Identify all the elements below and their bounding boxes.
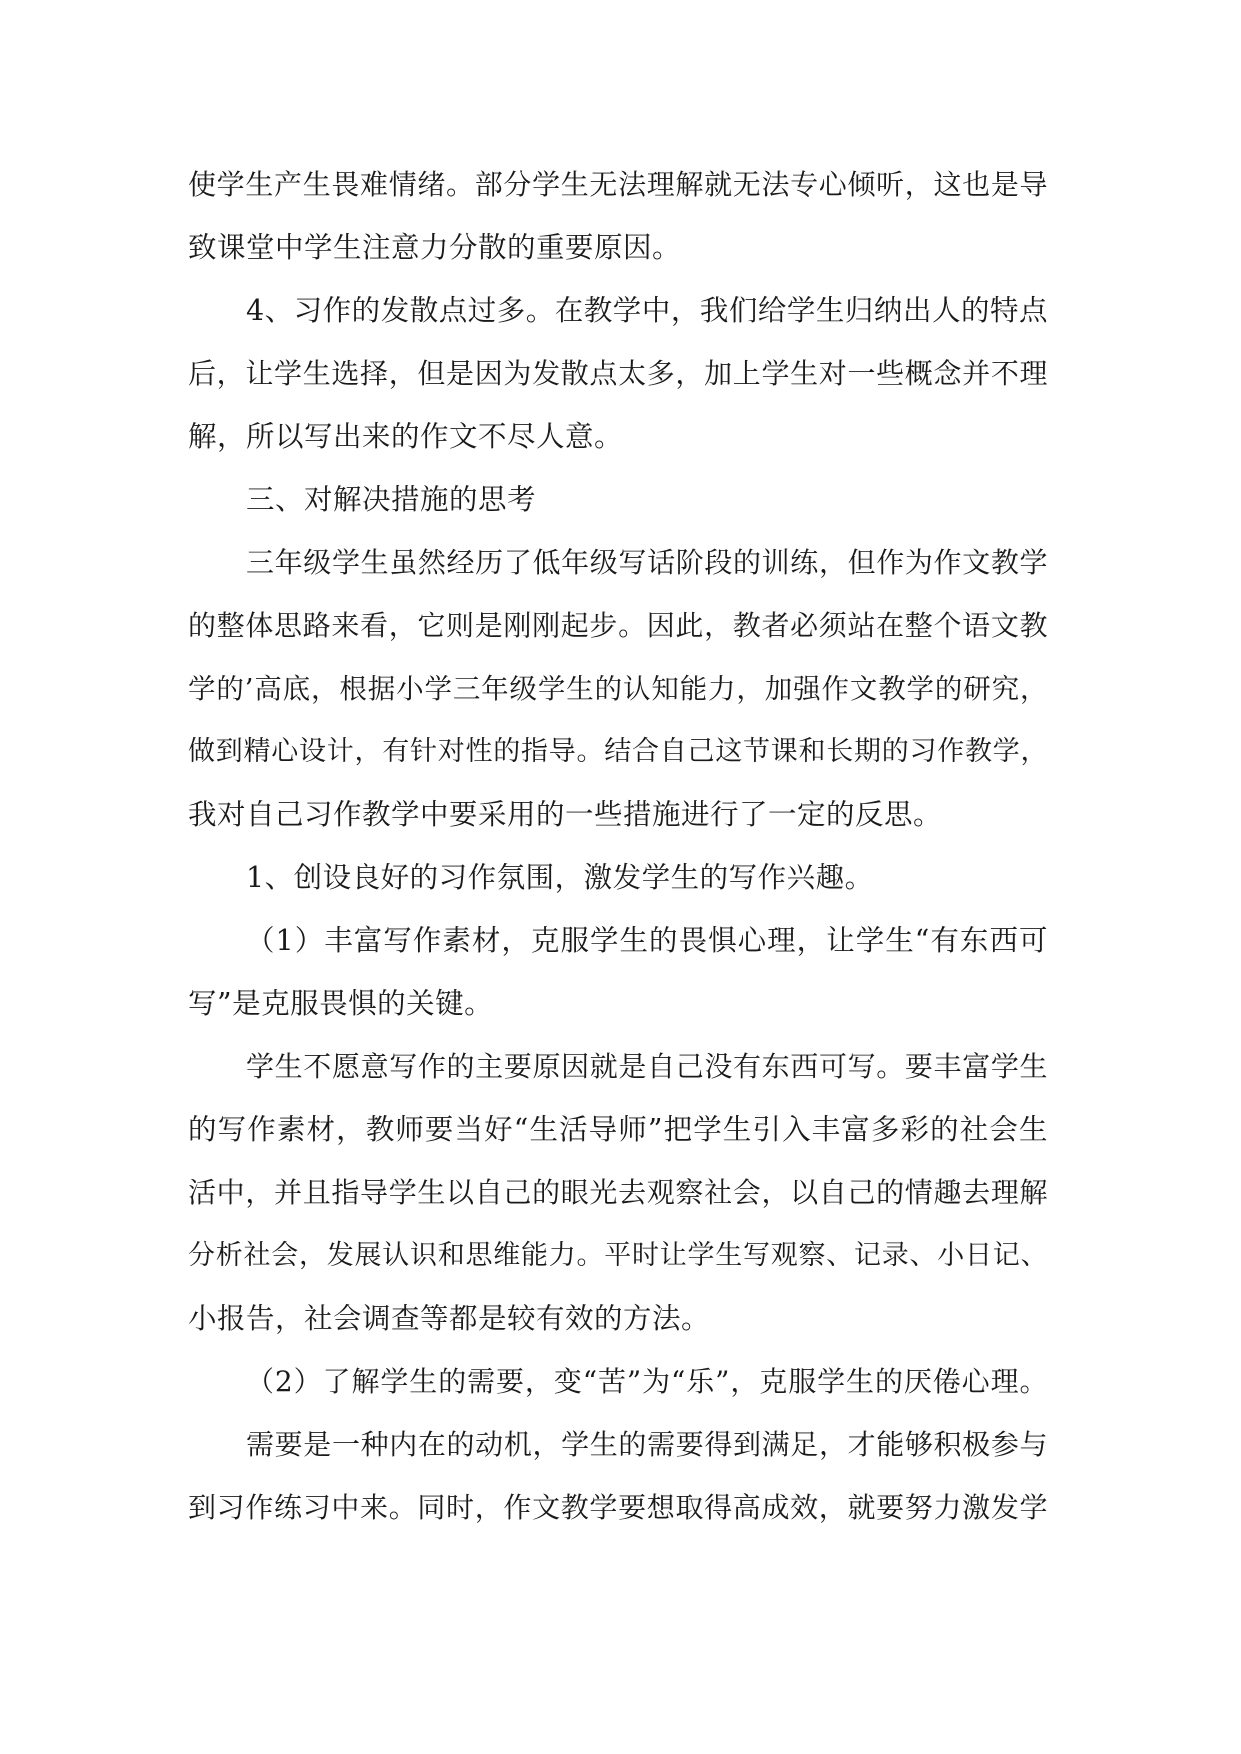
body-line: 小报告，社会调查等都是较有效的方法。 <box>188 1302 711 1335</box>
body-line: 我对自己习作教学中要采用的一些措施进行了一定的反思。 <box>188 798 943 831</box>
body-line: 使学生产生畏难情绪。部分学生无法理解就无法专心倾听，这也是导 <box>188 168 1048 201</box>
body-line: 到习作练习中来。同时，作文教学要想取得高成效，就要努力激发学 <box>188 1491 1048 1524</box>
body-line: 三年级学生虽然经历了低年级写话阶段的训练，但作为作文教学 <box>246 546 1048 579</box>
body-line: 的整体思路来看，它则是刚刚起步。因此，教者必须站在整个语文教 <box>188 609 1048 642</box>
body-line: 学生不愿意写作的主要原因就是自己没有东西可写。要丰富学生 <box>246 1050 1048 1083</box>
body-line: （2）了解学生的需要，变“苦”为“乐”，克服学生的厌倦心理。 <box>246 1365 1048 1398</box>
body-line: 致课堂中学生注意力分散的重要原因。 <box>188 231 682 264</box>
body-line: 需要是一种内在的动机，学生的需要得到满足，才能够积极参与 <box>246 1428 1048 1461</box>
body-line: 解，所以写出来的作文不尽人意。 <box>188 420 624 453</box>
body-line: 后，让学生选择，但是因为发散点太多，加上学生对一些概念并不理 <box>188 357 1048 390</box>
body-line: 的写作素材，教师要当好“生活导师”把学生引入丰富多彩的社会生 <box>188 1113 1048 1146</box>
body-line: 4、习作的发散点过多。在教学中，我们给学生归纳出人的特点 <box>246 294 1048 327</box>
list-heading: 1、创设良好的习作氛围，激发学生的写作兴趣。 <box>246 861 874 894</box>
body-line: 写”是克服畏惧的关键。 <box>188 987 494 1020</box>
body-line: 活中，并且指导学生以自己的眼光去观察社会，以自己的情趣去理解 <box>188 1176 1048 1209</box>
body-line: 分析社会，发展认识和思维能力。平时让学生写观察、记录、小日记、 <box>188 1240 1048 1271</box>
body-line: 学的’高底，根据小学三年级学生的认知能力，加强作文教学的研究， <box>188 673 1048 705</box>
body-line: 做到精心设计，有针对性的指导。结合自己这节课和长期的习作教学， <box>188 736 1048 767</box>
body-line: （1）丰富写作素材，克服学生的畏惧心理，让学生“有东西可 <box>246 924 1048 957</box>
section-heading: 三、对解决措施的思考 <box>246 483 537 516</box>
